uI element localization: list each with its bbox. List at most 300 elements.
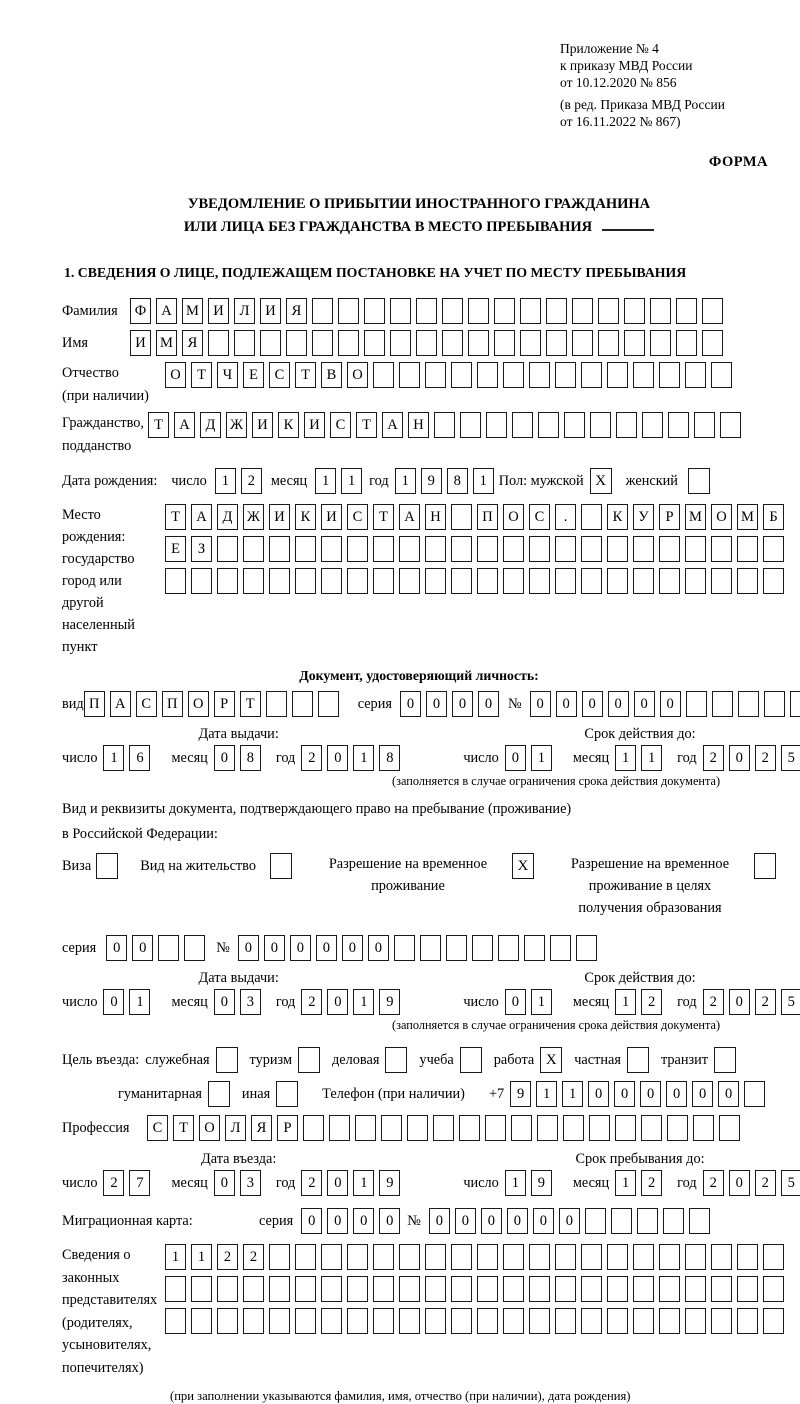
char-cell [269,1276,290,1302]
char-cell [390,298,411,324]
char-cell: И [321,504,342,530]
char-cell [719,1115,740,1141]
char-cell [416,298,437,324]
char-cell [269,536,290,562]
char-cell [685,568,706,594]
char-cell: Р [659,504,680,530]
char-cell: 2 [755,745,776,771]
citizenship-cells [148,412,746,438]
profession-cells [147,1115,745,1141]
char-cell: Ф [130,298,151,324]
migration-card-row [62,1208,776,1234]
residence-option-vnzh: Вид на жительство [140,853,292,879]
char-cell [686,691,707,717]
char-cell [446,935,467,961]
char-cell: Я [286,298,307,324]
birthplace-cells [165,504,789,600]
char-cell [572,330,593,356]
char-cell [364,330,385,356]
char-cell [564,412,585,438]
char-cell: Т [295,362,316,388]
citizenship-label: Гражданство, подданство [62,415,144,454]
entry-month-cells [214,1170,266,1196]
day-label: число [463,1174,499,1191]
char-cell [468,298,489,324]
residence-issue-title: Дата выдачи: [198,970,279,986]
char-cell [659,1244,680,1270]
purpose-official-checkbox [216,1047,238,1073]
char-cell [511,1115,532,1141]
char-cell [581,362,602,388]
residence-issue-year-cells [301,989,405,1015]
char-cell: 0 [455,1208,476,1234]
char-cell: 0 [264,935,285,961]
char-cell: Ж [226,412,247,438]
char-cell [744,1081,765,1107]
identity-valid-day-cells [505,745,557,771]
visa-checkbox [96,853,118,879]
birthdate-day-cells [215,468,267,494]
char-cell: В [321,362,342,388]
char-cell: 2 [217,1244,238,1270]
char-cell: О [165,362,186,388]
char-cell: М [182,298,203,324]
char-cell [425,1308,446,1334]
char-cell: Т [191,362,212,388]
char-cell [451,536,472,562]
identity-doc-dates [62,726,795,771]
char-cell [663,1208,684,1234]
purpose-label: Цель въезда: [62,1051,140,1068]
char-cell [451,504,472,530]
char-cell [659,536,680,562]
residence-valid-title: Срок действия до: [584,970,696,986]
char-cell [637,1208,658,1234]
char-cell: 0 [290,935,311,961]
char-cell [633,536,654,562]
birthdate-year-cells [395,468,499,494]
char-cell [347,568,368,594]
entry-dates [62,1151,795,1196]
representatives-label: Сведения о законных представителях (родителях, усыновителях, попечителях) [62,1247,158,1376]
identity-doc-number-label: № [507,695,522,712]
char-cell [451,568,472,594]
char-cell: И [269,504,290,530]
char-cell [503,568,524,594]
char-cell: 0 [666,1081,687,1107]
char-cell [321,1276,342,1302]
char-cell: 3 [240,989,261,1015]
char-cell: Д [217,504,238,530]
char-cell: 9 [379,989,400,1015]
appendix-block [560,40,776,130]
char-cell [355,1115,376,1141]
char-cell: 5 [781,1170,800,1196]
char-cell: 0 [729,989,750,1015]
char-cell [607,568,628,594]
char-cell [546,330,567,356]
birthdate-row [62,468,776,494]
char-cell: 0 [729,1170,750,1196]
char-cell: 0 [327,1208,348,1234]
char-cell: О [347,362,368,388]
char-cell: П [162,691,183,717]
section1-title: 1. СВЕДЕНИЯ О ЛИЦЕ, ПОДЛЕЖАЩЕМ ПОСТАНОВКЕ НА УЧЕТ ПО МЕСТУ ПРЕБЫВАНИЯ [64,265,687,280]
char-cell [399,362,420,388]
residence-intro-line2: в Российской Федерации: [62,826,218,842]
residence-issue-group [62,970,415,1015]
char-cell [538,412,559,438]
char-cell: Т [148,412,169,438]
citizenship-row [62,412,776,458]
char-cell: 2 [755,989,776,1015]
birthdate-month-label: месяц [270,472,308,489]
char-cell [685,1308,706,1334]
char-cell: О [188,691,209,717]
representatives-row3-cells [165,1308,789,1334]
char-cell: Т [356,412,377,438]
revision-line: (в ред. Приказа МВД России [560,97,725,112]
char-cell [737,1276,758,1302]
char-cell [790,691,800,717]
char-cell [184,935,205,961]
phone-cells [510,1081,770,1107]
char-cell: 1 [615,745,636,771]
char-cell [555,362,576,388]
purpose-tourism-label: туризм [249,1051,293,1068]
char-cell: И [260,298,281,324]
profession-label: Профессия [62,1119,130,1136]
entry-day-cells [103,1170,155,1196]
identity-valid-group [463,726,800,771]
residence-issue-day-cells [103,989,155,1015]
char-cell: А [156,298,177,324]
sex-female-label: женский [625,472,678,489]
char-cell: Л [234,298,255,324]
char-cell [217,568,238,594]
char-cell [269,1308,290,1334]
surname-label: Фамилия [62,303,118,319]
char-cell: 0 [368,935,389,961]
char-cell: 1 [641,745,662,771]
char-cell: 8 [379,745,400,771]
purpose-work-label: работа [493,1051,535,1068]
char-cell [693,1115,714,1141]
char-cell: К [278,412,299,438]
char-cell [737,568,758,594]
revision-line: от 16.11.2022 № 867) [560,114,681,129]
char-cell [217,536,238,562]
identity-valid-year-cells [703,745,800,771]
birthdate-day-label: число [171,472,207,489]
birthplace-row1-cells [165,504,789,530]
month-label: месяц [171,993,208,1010]
char-cell [529,1308,550,1334]
purpose-study-label: учеба [419,1051,454,1068]
char-cell: 0 [327,745,348,771]
char-cell [590,412,611,438]
vnzh-checkbox [270,853,292,879]
char-cell: С [269,362,290,388]
patronymic-cells [165,362,737,388]
char-cell [399,536,420,562]
char-cell [295,568,316,594]
char-cell: 3 [240,1170,261,1196]
char-cell [738,691,759,717]
appendix-line: от 10.12.2020 № 856 [560,75,677,90]
char-cell [217,1276,238,1302]
char-cell [338,298,359,324]
form-title [62,193,776,239]
day-label: число [62,993,98,1010]
entry-date-group [62,1151,415,1196]
char-cell [477,1244,498,1270]
char-cell [615,1115,636,1141]
char-cell [321,1308,342,1334]
residence-issue-month-cells [214,989,266,1015]
char-cell [407,1115,428,1141]
char-cell: 0 [452,691,473,717]
migration-seriya-label: серия [259,1212,294,1229]
birthplace-block [62,504,776,658]
char-cell [720,412,741,438]
char-cell: 1 [215,468,236,494]
char-cell: 2 [301,1170,322,1196]
day-label: число [62,749,98,766]
representatives-row1-cells [165,1244,789,1270]
char-cell [685,536,706,562]
char-cell: С [147,1115,168,1141]
char-cell: 0 [588,1081,609,1107]
char-cell: 0 [301,1208,322,1234]
char-cell [624,330,645,356]
char-cell [486,412,507,438]
char-cell: Р [214,691,235,717]
char-cell: 0 [505,989,526,1015]
migration-seriya-cells [301,1208,405,1234]
char-cell [295,1244,316,1270]
residence-doc-dates [62,970,795,1015]
identity-doc-seriya-cells [400,691,504,717]
identity-doc-type-label: вид [62,695,84,712]
char-cell [633,1244,654,1270]
char-cell: 8 [447,468,468,494]
char-cell: 0 [316,935,337,961]
char-cell [477,1276,498,1302]
char-cell [312,298,333,324]
surname-row [62,298,776,324]
char-cell [503,362,524,388]
char-cell [321,536,342,562]
char-cell: 0 [608,691,629,717]
char-cell [485,1115,506,1141]
form-title-line1: УВЕДОМЛЕНИЕ О ПРИБЫТИИ ИНОСТРАННОГО ГРАЖДАНИНА [187,196,651,212]
char-cell [477,362,498,388]
char-cell: 0 [214,989,235,1015]
birthplace-row2-cells [165,536,789,562]
char-cell: 0 [400,691,421,717]
year-label: год [677,993,697,1010]
char-cell: С [136,691,157,717]
char-cell: 0 [353,1208,374,1234]
char-cell [459,1115,480,1141]
char-cell: Ч [217,362,238,388]
char-cell [425,568,446,594]
char-cell [399,1244,420,1270]
purpose-private-checkbox [627,1047,649,1073]
char-cell: 2 [703,1170,724,1196]
char-cell: 2 [641,1170,662,1196]
char-cell [425,536,446,562]
char-cell: Д [200,412,221,438]
char-cell: 9 [531,1170,552,1196]
char-cell [763,1244,784,1270]
surname-cells [130,298,728,324]
char-cell: 1 [191,1244,212,1270]
char-cell: Ж [243,504,264,530]
purpose-business-label: деловая [332,1051,380,1068]
residence-validity-note: (заполняется в случае ограничения срока действия документа) [392,1018,721,1032]
char-cell: 1 [395,468,416,494]
char-cell: 0 [640,1081,661,1107]
patronymic-label: Отчество (при наличии) [62,365,149,404]
purpose-humanitarian-label: гуманитарная [118,1085,202,1102]
char-cell [711,1244,732,1270]
char-cell: Т [373,504,394,530]
char-cell [694,412,715,438]
char-cell: А [174,412,195,438]
char-cell [642,412,663,438]
birthplace-row3-cells [165,568,789,594]
char-cell: 1 [353,989,374,1015]
char-cell [581,504,602,530]
representatives-note: (при заполнении указываются фамилия, имя, отчество (при наличии), дата рождения) [170,1389,631,1403]
rvp-education-checkbox [754,853,776,879]
char-cell: А [191,504,212,530]
char-cell [689,1208,710,1234]
char-cell [373,1308,394,1334]
char-cell [576,935,597,961]
char-cell: М [685,504,706,530]
appendix-line: к приказу МВД России [560,58,693,73]
char-cell [243,1308,264,1334]
char-cell: П [84,691,105,717]
char-cell: 0 [478,691,499,717]
char-cell [234,330,255,356]
char-cell [158,935,179,961]
char-cell: 0 [505,745,526,771]
char-cell: Я [251,1115,272,1141]
year-label: год [275,749,296,766]
char-cell [425,1276,446,1302]
char-cell: И [252,412,273,438]
char-cell: 0 [103,989,124,1015]
char-cell [434,412,455,438]
char-cell [685,1276,706,1302]
residence-number-cells [238,935,602,961]
char-cell: 1 [473,468,494,494]
char-cell [399,568,420,594]
char-cell [685,362,706,388]
residence-valid-group [463,970,800,1015]
char-cell [737,1244,758,1270]
residence-option-rvp-education: Разрешение на временное проживание в целях получения образования [556,853,776,919]
char-cell [503,1276,524,1302]
char-cell [633,1308,654,1334]
residence-valid-month-cells [615,989,667,1015]
char-cell [321,1244,342,1270]
char-cell [503,1308,524,1334]
residence-options [62,853,776,919]
month-label: месяц [171,749,208,766]
year-label: год [275,993,296,1010]
char-cell: С [330,412,351,438]
char-cell [659,568,680,594]
purpose-humanitarian-checkbox [208,1081,230,1107]
char-cell [711,1308,732,1334]
rvp-checkbox: X [512,853,534,879]
char-cell [524,935,545,961]
char-cell [503,536,524,562]
identity-doc-row [62,691,776,717]
char-cell: И [208,298,229,324]
stay-until-group [463,1151,800,1196]
char-cell [611,1208,632,1234]
char-cell [498,935,519,961]
char-cell: 0 [718,1081,739,1107]
purpose-row2 [118,1081,776,1107]
char-cell: 1 [531,989,552,1015]
char-cell [269,1244,290,1270]
char-cell: 2 [641,989,662,1015]
char-cell [503,1244,524,1270]
entry-year-cells [301,1170,405,1196]
birthplace-label: Место рождения: государство город или другой населенный пункт [62,507,135,655]
stay-until-title: Срок пребывания до: [575,1151,705,1167]
char-cell: О [503,504,524,530]
purpose-work-checkbox: X [540,1047,562,1073]
char-cell [292,691,313,717]
char-cell: 8 [240,745,261,771]
char-cell [598,298,619,324]
char-cell [676,330,697,356]
char-cell [711,536,732,562]
profession-row [62,1115,776,1141]
char-cell [373,568,394,594]
char-cell [711,1276,732,1302]
char-cell: Е [243,362,264,388]
month-label: месяц [171,1174,208,1191]
char-cell: 0 [426,691,447,717]
entry-date-title: Дата въезда: [200,1151,277,1167]
char-cell [711,568,732,594]
char-cell: 0 [533,1208,554,1234]
char-cell [373,362,394,388]
char-cell [581,1308,602,1334]
char-cell [468,330,489,356]
year-label: год [677,749,697,766]
migration-card-label: Миграционная карта: [62,1212,193,1229]
char-cell [165,1308,186,1334]
char-cell [624,298,645,324]
appendix-line: Приложение № 4 [560,41,659,56]
char-cell: 2 [301,745,322,771]
identity-issue-month-cells [214,745,266,771]
char-cell: 2 [755,1170,776,1196]
char-cell [763,568,784,594]
migration-number-cells [429,1208,715,1234]
char-cell [616,412,637,438]
